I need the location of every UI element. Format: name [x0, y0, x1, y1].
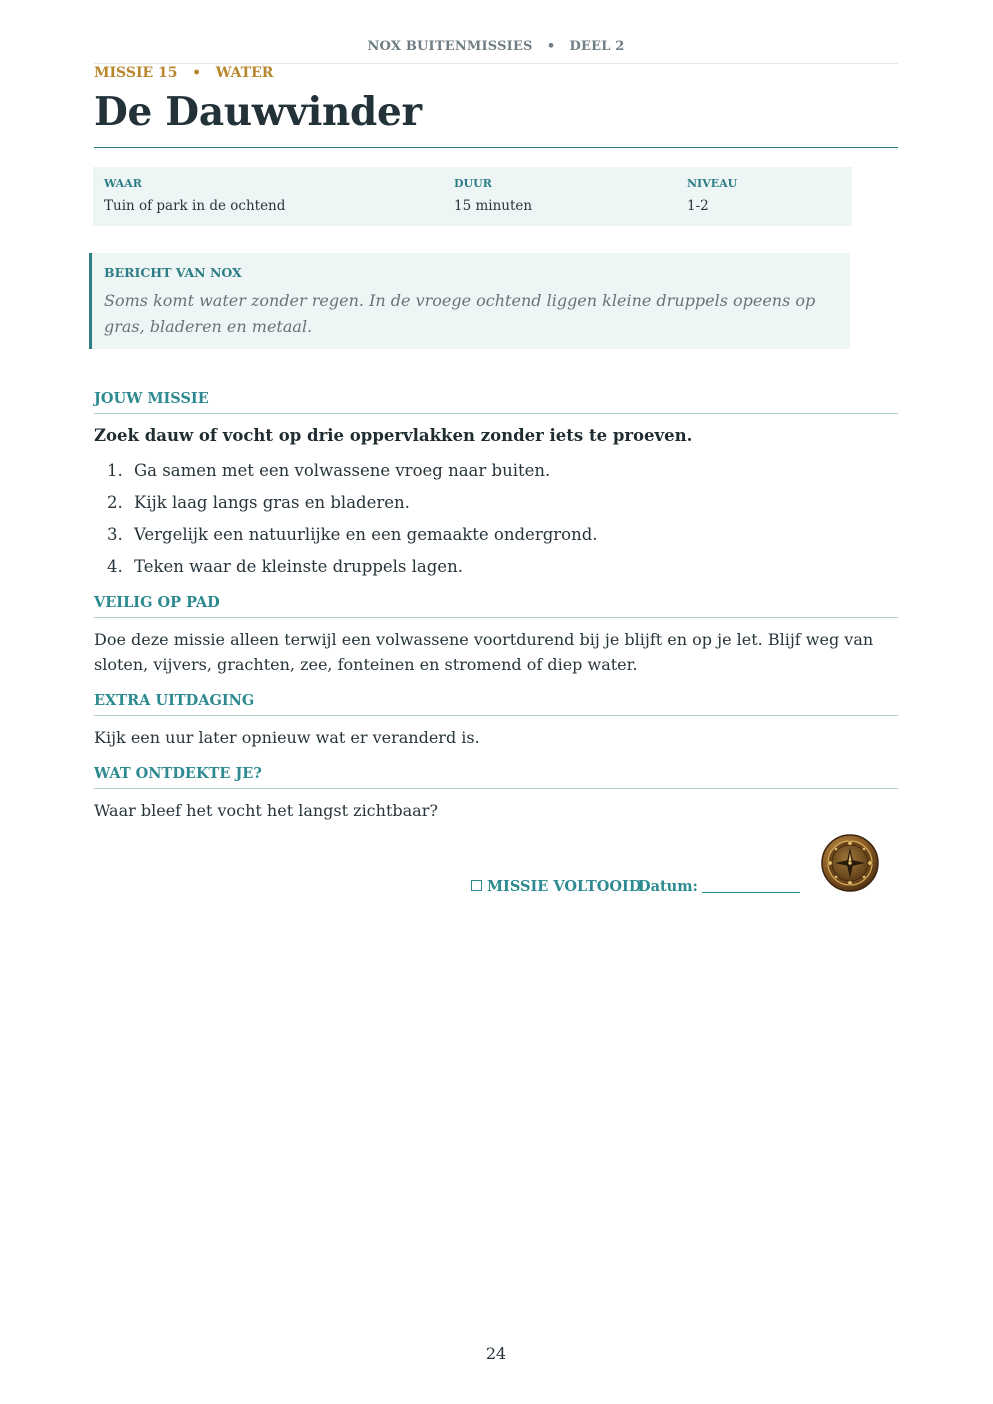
separator-dot: •	[182, 65, 211, 81]
mission-complete-checkbox[interactable]	[471, 878, 641, 895]
step-number: 4.	[107, 557, 123, 576]
completed-label: MISSIE VOLTOOID	[487, 878, 642, 895]
date-field[interactable]	[638, 878, 800, 895]
level-value: 1-2	[687, 198, 709, 214]
where-value: Tuin of park in de ochtend	[104, 198, 286, 214]
nox-message-box	[89, 253, 850, 349]
date-label: Datum:	[638, 878, 698, 895]
duration-value: 15 minuten	[454, 198, 533, 214]
step-text: Teken waar de kleinste druppels lagen.	[134, 557, 463, 576]
message-text: Soms komt water zonder regen. In de vroege ochtend liggen kleine druppels opeens op gras, bladeren en metaal.	[104, 291, 816, 336]
section-heading-discovery: WAT ONTDEKTE JE?	[94, 765, 898, 789]
mission-label	[94, 65, 273, 81]
separator-dot: •	[537, 39, 565, 54]
section-heading-extra: EXTRA UITDAGING	[94, 692, 898, 716]
running-header	[94, 39, 898, 54]
volume-label: DEEL 2	[569, 39, 625, 54]
section-heading-safety: VEILIG OP PAD	[94, 594, 898, 618]
duration-label: DUUR	[454, 177, 492, 190]
where-label: WAAR	[104, 177, 142, 190]
header-divider	[94, 63, 898, 64]
step-text: Ga samen met een volwassene vroeg naar buiten.	[134, 461, 551, 480]
step-number: 3.	[107, 525, 123, 544]
discovery-text: Waar bleef het vocht het langst zichtbaar?	[94, 801, 438, 820]
title-divider	[94, 147, 898, 148]
extra-text: Kijk een uur later opnieuw wat er veranderd is.	[94, 728, 480, 747]
mission-theme: WATER	[215, 65, 274, 81]
page-title: De Dauwvinder	[94, 89, 422, 135]
info-panel	[93, 167, 852, 226]
message-label: BERICHT VAN NOX	[104, 265, 242, 280]
mission-lead: Zoek dauw of vocht op drie oppervlakken zonder iets te proeven.	[94, 426, 693, 445]
step-text: Vergelijk een natuurlijke en een gemaakte ondergrond.	[134, 525, 598, 544]
page-number: 24	[485, 1344, 507, 1363]
mission-number: MISSIE 15	[94, 65, 178, 81]
safety-text: Doe deze missie alleen terwijl een volwassene voortdurend bij je blijft en op je let. Blijf weg van sloten, vijvers, grachten, zee, fonteinen en stromend of diep water.	[94, 630, 874, 674]
series-name: NOX BUITENMISSIES	[367, 39, 533, 54]
checkbox-icon[interactable]	[471, 880, 482, 891]
step-number: 2.	[107, 493, 123, 512]
compass-badge-icon	[821, 834, 879, 892]
mission-page	[94, 0, 898, 1404]
step-text: Kijk laag langs gras en bladeren.	[134, 493, 410, 512]
date-input-line[interactable]	[702, 878, 800, 893]
section-heading-mission: JOUW MISSIE	[94, 390, 898, 414]
level-label: NIVEAU	[687, 177, 738, 190]
step-number: 1.	[107, 461, 123, 480]
